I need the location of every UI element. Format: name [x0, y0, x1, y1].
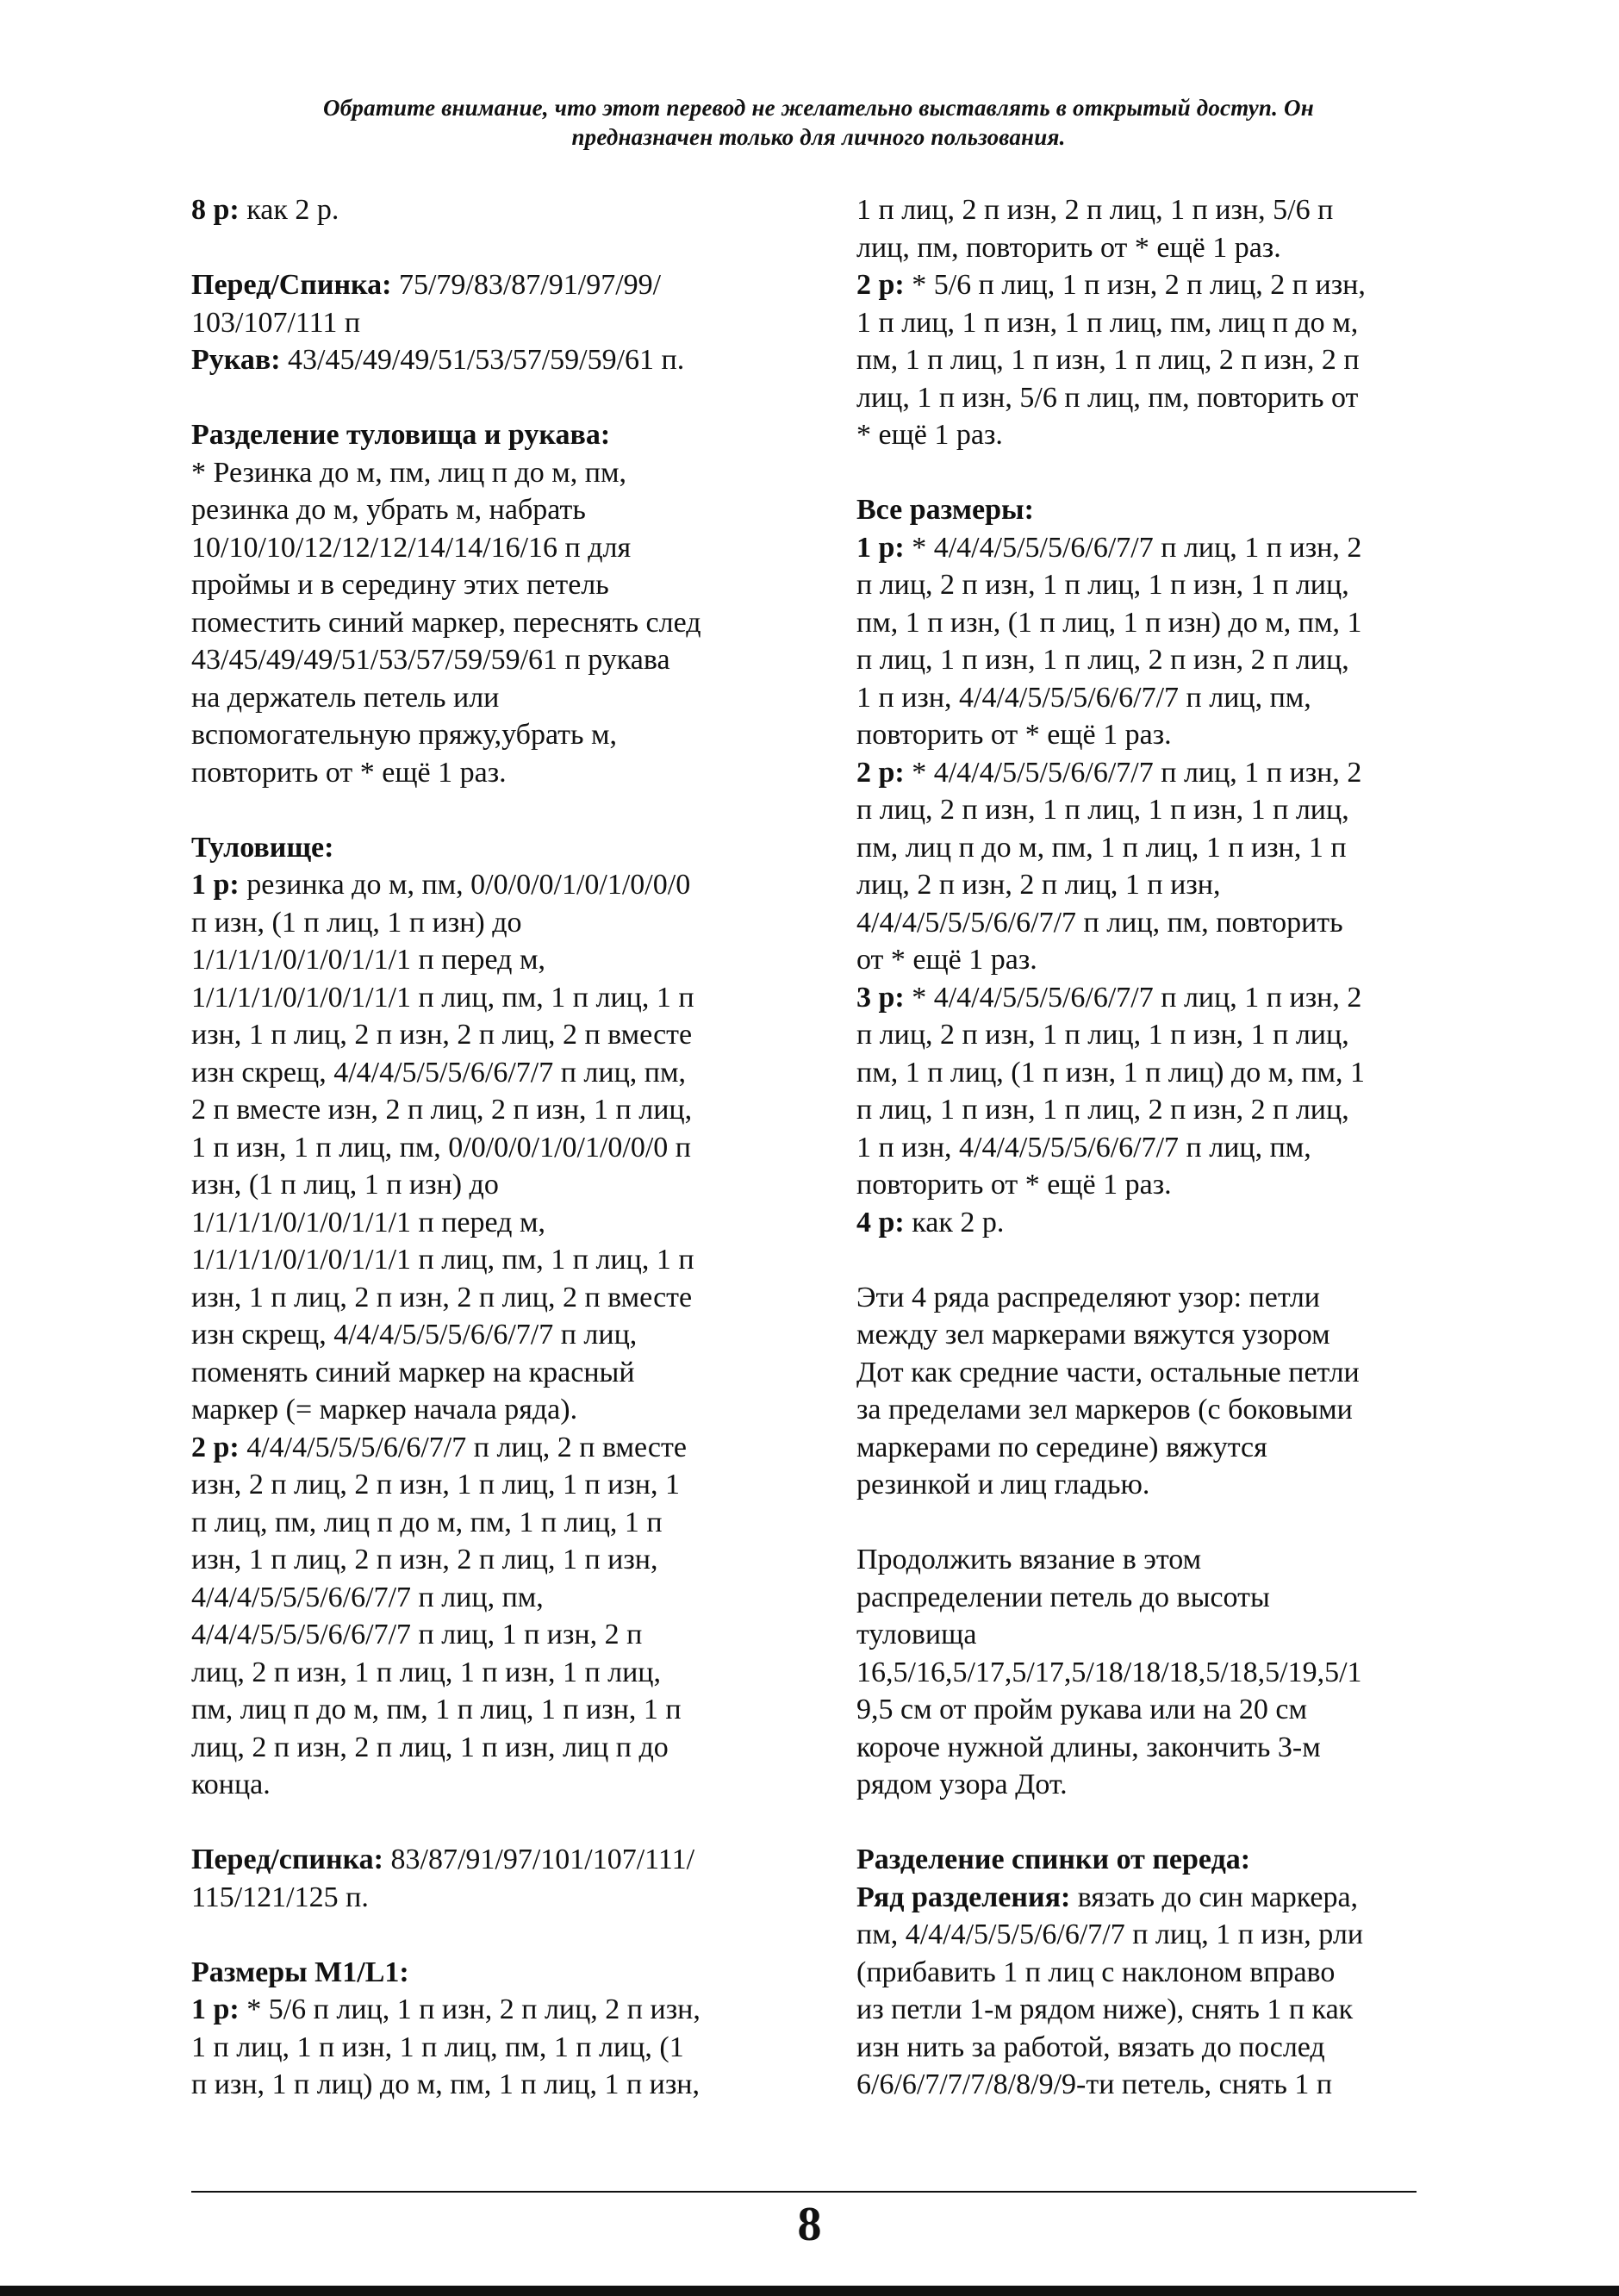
- paragraph: [191, 191, 786, 229]
- row-label: 8 р:: [191, 194, 240, 226]
- row-label: Ряд разделения:: [856, 1881, 1071, 1913]
- paragraph-text: * 5/6 п лиц, 1 п изн, 2 п лиц, 2 п изн, 1 п лиц, 1 п изн, 1 п лиц, пм, 1 п лиц, (1 п изн, 1 п лиц) до м, пм, 1 п лиц, 1 п изн,: [191, 1993, 701, 2100]
- paragraph: [191, 829, 786, 867]
- row-label: 3 р:: [856, 981, 905, 1014]
- left-column: [191, 191, 786, 2104]
- paragraph: [856, 1204, 1451, 1242]
- row-label: 1 р:: [191, 1993, 240, 2025]
- row-label: 1 р:: [191, 869, 240, 901]
- paragraph-text: как 2 р.: [239, 194, 339, 226]
- paragraph: [191, 266, 786, 341]
- row-label: 2 р:: [856, 756, 905, 789]
- row-label: 4 р:: [856, 1206, 905, 1238]
- row-label: Рукав:: [191, 344, 281, 376]
- paragraph-text: 75/79/83/87/91/97/99/ 103/107/111 п: [191, 269, 662, 339]
- paragraph-text: 4/4/4/5/5/5/6/6/7/7 п лиц, 2 п вместе изн, 2 п лиц, 2 п изн, 1 п лиц, 1 п изн, 1 п лиц, пм, лиц п до м, пм, 1 п лиц, 1 п изн, 1 п лиц, 2 п изн, 2 п лиц, 1 п изн, 4/4/4/5/5/5/6/6/7/7 п лиц, пм, 4/4/4/5/5/5/6/6/7/7 п лиц, 1 п изн, 2 п лиц, 2 п изн, 1 п лиц, 1 п изн, 1 п лиц, пм, лиц п до м, пм, 1 п лиц, 1 п изн, 1 п лиц, 2 п изн, 2 п лиц, 1 п изн, лиц п до конца.: [191, 1431, 687, 1800]
- section-heading: Разделение туловища и рукава:: [191, 419, 611, 451]
- paragraph: [856, 191, 1451, 266]
- paragraph-text: вязать до син маркера, пм, 4/4/4/5/5/5/6/6/7/7 п лиц, 1 п изн, рли (прибавить 1 п лиц с наклоном вправо из петли 1-м рядом ниже), снять 1 п как изн нить за работой, вязать до послед 6/6/6/7/7/7/8/8/9/9-ти петель, снять 1 п: [856, 1881, 1364, 2100]
- paragraph: [191, 1954, 786, 1992]
- footer-divider: [191, 2191, 1417, 2193]
- section-heading: Все размеры:: [856, 494, 1034, 526]
- translation-notice: Обратите внимание, что этот перевод не желательно выставлять в открытый доступ. Он предназначен только для личного пользования.: [323, 95, 1314, 150]
- page-number: 8: [797, 2198, 822, 2251]
- paragraph-text: * 4/4/4/5/5/5/6/6/7/7 п лиц, 1 п изн, 2 п лиц, 2 п изн, 1 п лиц, 1 п изн, 1 п лиц, пм, 1 п изн, (1 п лиц, 1 п изн) до м, пм, 1 п лиц, 1 п изн, 1 п лиц, 2 п изн, 2 п лиц, 1 п изн, 4/4/4/5/5/5/6/6/7/7 п лиц, пм, повторить от * ещё 1 раз.: [856, 531, 1362, 751]
- paragraph-text: * Резинка до м, пм, лиц п до м, пм, резинка до м, убрать м, набрать 10/10/10/12/12/12/14/14/16/16 п для проймы и в середину этих петель поместить синий маркер, переснять след 43/45/49/49/51/53/57/59/59/61 п рукава на держатель петель или вспомогательную пряжу,убрать м, повторить от * ещё 1 раз.: [191, 456, 701, 789]
- paragraph-text: 43/45/49/49/51/53/57/59/59/61 п.: [280, 344, 685, 376]
- paragraph-text: * 4/4/4/5/5/5/6/6/7/7 п лиц, 1 п изн, 2 п лиц, 2 п изн, 1 п лиц, 1 п изн, 1 п лиц, пм, 1 п лиц, (1 п изн, 1 п лиц) до м, пм, 1 п лиц, 1 п изн, 1 п лиц, 2 п изн, 2 п лиц, 1 п изн, 4/4/4/5/5/5/6/6/7/7 п лиц, пм, повторить от * ещё 1 раз.: [856, 981, 1366, 1201]
- row-label: 2 р:: [191, 1431, 240, 1463]
- paragraph: [856, 1541, 1451, 1804]
- paragraph-text: * 4/4/4/5/5/5/6/6/7/7 п лиц, 1 п изн, 2 п лиц, 2 п изн, 1 п лиц, 1 п изн, 1 п лиц, пм, лиц п до м, пм, 1 п лиц, 1 п изн, 1 п лиц, 2 п изн, 2 п лиц, 1 п изн, 4/4/4/5/5/5/6/6/7/7 п лиц, пм, повторить от * ещё 1 раз.: [856, 756, 1362, 976]
- paragraph-text: резинка до м, пм, 0/0/0/0/1/0/1/0/0/0 п изн, (1 п лиц, 1 п изн) до 1/1/1/1/0/1/0/1/1/1 п перед м, 1/1/1/1/0/1/0/1/1/1 п лиц, пм, 1 п лиц, 1 п изн, 1 п лиц, 2 п изн, 2 п лиц, 2 п вместе изн скрещ, 4/4/4/5/5/5/6/6/7/7 п лиц, пм, 2 п вместе изн, 2 п лиц, 2 п изн, 1 п лиц, 1 п изн, 1 п лиц, пм, 0/0/0/0/1/0/1/0/0/0 п изн, (1 п лиц, 1 п изн) до 1/1/1/1/0/1/0/1/1/1 п перед м, 1/1/1/1/0/1/0/1/1/1 п лиц, пм, 1 п лиц, 1 п изн, 1 п лиц, 2 п изн, 2 п лиц, 2 п вместе изн скрещ, 4/4/4/5/5/5/6/6/7/7 п лиц, поменять синий маркер на красный маркер (= маркер начала ряда).: [191, 869, 694, 1426]
- right-column: [856, 191, 1451, 2104]
- paragraph: [856, 754, 1451, 979]
- paragraph-text: * 5/6 п лиц, 1 п изн, 2 п лиц, 2 п изн, 1 п лиц, 1 п изн, 1 п лиц, пм, лиц п до м, пм, 1 п лиц, 1 п изн, 1 п лиц, 2 п изн, 2 п лиц, 1 п изн, 5/6 п лиц, пм, повторить от * ещё 1 раз.: [856, 269, 1366, 451]
- paragraph-text: 1 п лиц, 2 п изн, 2 п лиц, 1 п изн, 5/6 п лиц, пм, повторить от * ещё 1 раз.: [856, 194, 1334, 264]
- paragraph: [191, 1429, 786, 1804]
- paragraph-text: Эти 4 ряда распределяют узор: петли между зел маркерами вяжутся узором Дот как средние части, остальные петли за пределами зел маркеров (с боковыми маркерами по середине) вяжутся резинкой и лиц гладью.: [856, 1281, 1360, 1501]
- row-label: 1 р:: [856, 531, 905, 564]
- section-heading: Разделение спинки от переда:: [856, 1844, 1251, 1875]
- paragraph-text: как 2 р.: [904, 1206, 1005, 1238]
- row-label: Перед/Спинка:: [191, 269, 392, 301]
- paragraph: [191, 1991, 786, 2104]
- paragraph-text: 83/87/91/97/101/107/111/ 115/121/125 п.: [191, 1844, 695, 1913]
- paragraph-text: Продолжить вязание в этом распределении петель до высоты туловища 16,5/16,5/17,5/17,5/18/18/18,5/18,5/19,5/1 9,5 см от пройм рукава или на 20 см короче нужной длины, закончить 3-м рядом узора Дот.: [856, 1544, 1362, 1800]
- section-heading: Туловище:: [191, 831, 334, 864]
- paragraph: [856, 266, 1451, 454]
- paragraph: [191, 416, 786, 791]
- paragraph: [856, 1841, 1451, 1879]
- paragraph: [856, 491, 1451, 529]
- section-heading: Размеры M1/L1:: [191, 1956, 409, 1988]
- paragraph: [191, 341, 786, 379]
- row-label: Перед/спинка:: [191, 1844, 383, 1875]
- bottom-edge-bar: [0, 2286, 1619, 2296]
- paragraph: [191, 866, 786, 1429]
- paragraph: [856, 1879, 1451, 2104]
- row-label: 2 р:: [856, 269, 905, 301]
- paragraph: [191, 1841, 786, 1916]
- paragraph: [856, 1279, 1451, 1504]
- paragraph: [856, 979, 1451, 1204]
- paragraph: [856, 529, 1451, 754]
